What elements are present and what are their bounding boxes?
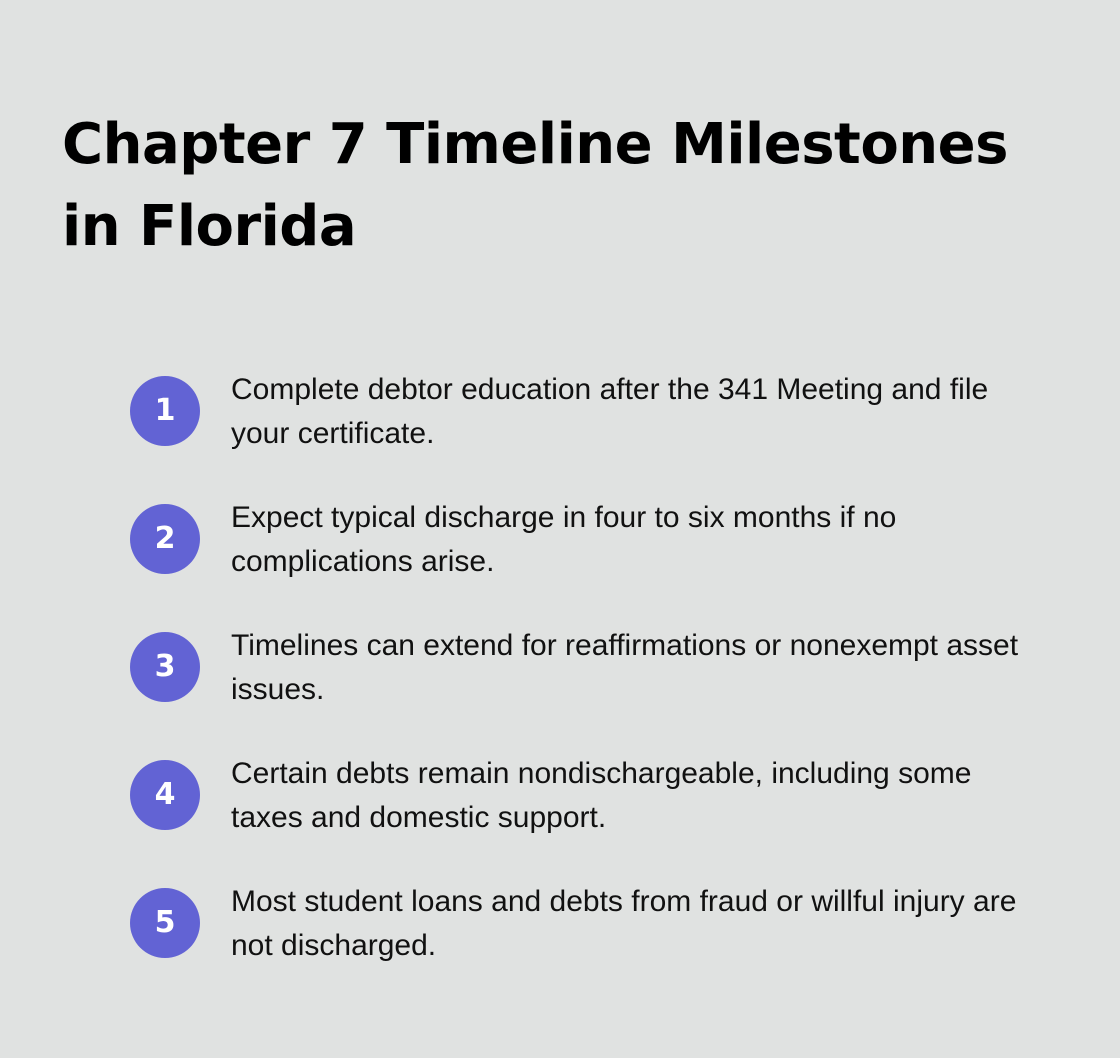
step-text: Complete debtor education after the 341 Meeting and file your certificate.	[231, 373, 989, 450]
step-number-badge: 5	[130, 888, 200, 958]
page-title: Chapter 7 Timeline Milestones in Florida	[62, 112, 1008, 259]
step-text: Certain debts remain nondischargeable, including some taxes and domestic support.	[231, 757, 972, 834]
step-number-badge: 2	[130, 504, 200, 574]
step-text: Most student loans and debts from fraud or willful injury are not discharged.	[231, 885, 1017, 962]
step-number-badge: 4	[130, 760, 200, 830]
list-item	[130, 752, 1060, 880]
list-item	[130, 624, 1060, 752]
step-text: Timelines can extend for reaffirmations or nonexempt asset issues.	[231, 629, 1019, 706]
list-item	[130, 496, 1060, 624]
milestone-list	[130, 368, 1060, 1008]
step-number-badge: 1	[130, 376, 200, 446]
step-number-badge: 3	[130, 632, 200, 702]
list-item	[130, 368, 1060, 496]
list-item	[130, 880, 1060, 1008]
step-text: Expect typical discharge in four to six months if no complications arise.	[231, 501, 897, 578]
